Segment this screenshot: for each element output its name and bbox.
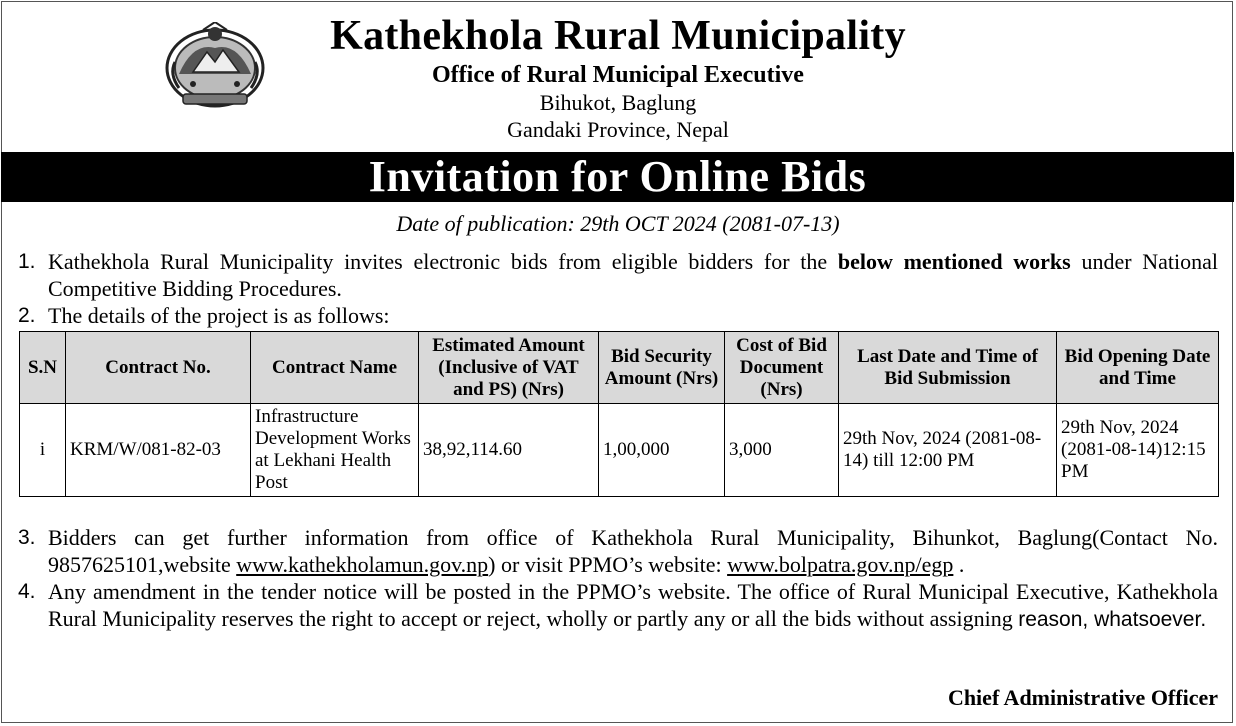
cell-sn: i [20, 404, 66, 497]
header-contract-name: Contract Name [251, 332, 419, 404]
header-cost-of-document: Cost of Bid Document (Nrs) [725, 332, 839, 404]
header-estimated-amount: Estimated Amount (Inclusive of VAT and PS) (Nrs) [419, 332, 599, 404]
text-segment: . [953, 552, 965, 577]
text-segment: under National Competitive Bidding Procedures. [48, 249, 1219, 301]
paragraph-1 [18, 248, 1218, 302]
paragraph-number: 3. [18, 526, 36, 549]
paragraph-text [48, 248, 1218, 302]
cell-estimated-amount: 38,92,114.60 [419, 404, 599, 497]
paragraph-4 [18, 578, 1218, 633]
paragraph-text: The details of the project is as follows: [48, 303, 390, 328]
table-row [20, 404, 1219, 497]
header-bid-security: Bid Security Amount (Nrs) [599, 332, 725, 404]
table-header-row [20, 332, 1219, 404]
cell-opening-date: 29th Nov, 2024 (2081-08-14)12:15 PM [1057, 404, 1219, 497]
paragraph-text [48, 524, 1218, 578]
notice-banner: Invitation for Online Bids [1, 152, 1234, 202]
municipality-website-link[interactable]: www.kathekholamun.gov.np [236, 552, 489, 577]
text-segment: reason, whatsoever. [1018, 608, 1207, 631]
cell-cost-of-document: 3,000 [725, 404, 839, 497]
paragraph-number: 4. [18, 580, 36, 603]
text-segment: Bidders can get further information from office of Kathekhola Rural Municipality, Bihunkot, Baglung(Contact No. 9857625101,website [48, 525, 1218, 577]
address-line-1: Bihukot, Baglung [539, 90, 697, 115]
paragraph-3 [18, 524, 1218, 578]
header-last-date: Last Date and Time of Bid Submission [839, 332, 1057, 404]
publication-date: Date of publication: 29th OCT 2024 (2081-07-13) [396, 211, 840, 236]
ppmo-website-link[interactable]: www.bolpatra.gov.np/egp [727, 552, 954, 577]
paragraph-number: 1. [18, 250, 36, 273]
text-segment: Any amendment in the tender notice will be posted in the PPMO’s website. The office of Rural Municipal Executive, Kathekhola Rural Municipality reserves the right to accept or reject, wholly or partly any or all the bids without assigning [48, 579, 1218, 631]
cell-contract-no: KRM/W/081-82-03 [66, 404, 251, 497]
cell-bid-security: 1,00,000 [599, 404, 725, 497]
header-opening-date: Bid Opening Date and Time [1057, 332, 1219, 404]
signature-title: Chief Administrative Officer [947, 685, 1218, 710]
header-sn: S.N [20, 332, 66, 404]
paragraph-text [48, 578, 1218, 633]
notice-header [0, 0, 1236, 152]
paragraph-2 [18, 302, 1218, 329]
header-contract-no: Contract No. [66, 332, 251, 404]
cell-contract-name: Infrastructure Development Works at Lekhani Health Post [251, 404, 419, 497]
cell-last-date: 29th Nov, 2024 (2081-08-14) till 12:00 PM [839, 404, 1057, 497]
text-segment: Kathekhola Rural Municipality invites electronic bids from eligible bidders for the [48, 249, 838, 274]
bid-details-table [19, 331, 1219, 497]
paragraph-number: 2. [18, 304, 36, 327]
text-segment: ) or visit PPMO’s website: [488, 552, 728, 577]
bold-text: below mentioned works [837, 249, 1071, 274]
address-line-2: Gandaki Province, Nepal [507, 117, 729, 142]
municipality-title: Kathekhola Rural Municipality [330, 13, 906, 59]
office-name: Office of Rural Municipal Executive [432, 62, 804, 88]
